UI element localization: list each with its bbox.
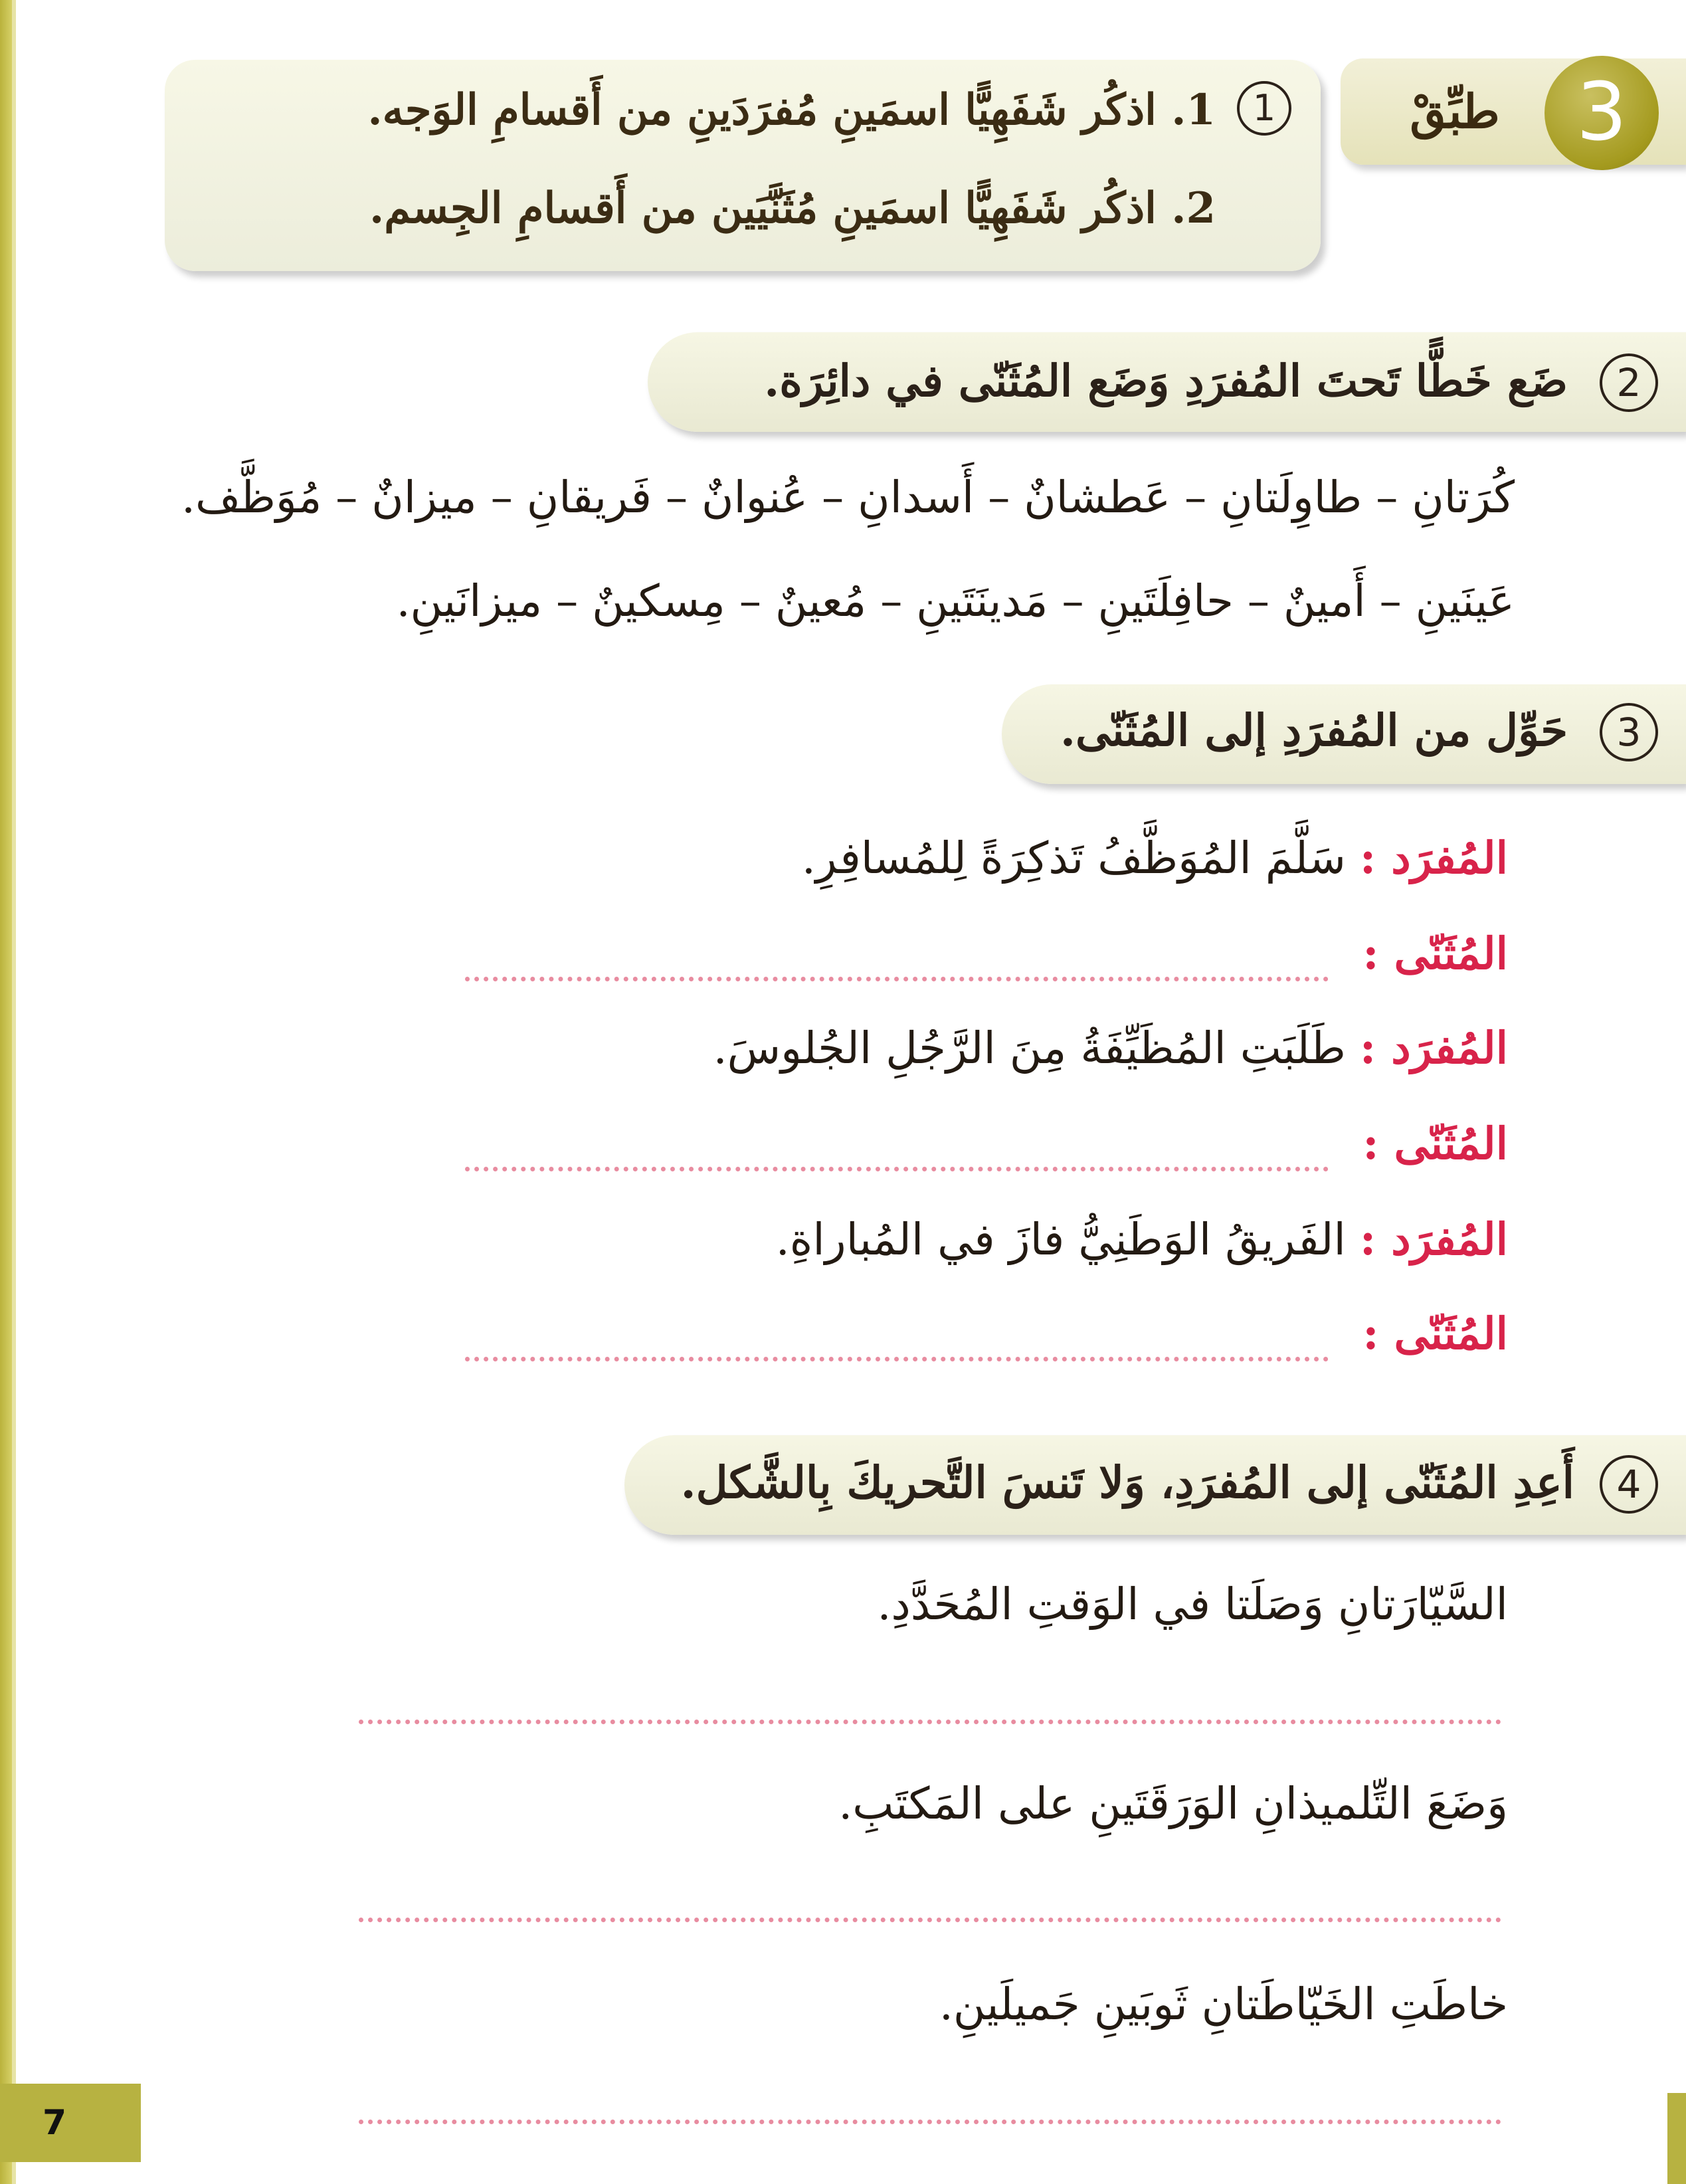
dual-sentence-1: السَّيّارَتانِ وَصَلَتا في الوَقتِ المُحَدَّدِ. <box>877 1579 1508 1630</box>
singular-sentence-3: الفَريقُ الوَطَنِيُّ فازَ في المُباراةِ. <box>775 1214 1346 1265</box>
singular-sentence-1: سَلَّمَ المُوَظَّفُ تَذكِرَةً لِلمُسافِرِ. <box>801 833 1346 884</box>
answer-line-1[interactable] <box>465 977 1329 981</box>
dual-label-row-1 <box>1329 928 1508 979</box>
left-margin-stripe <box>12 0 16 2184</box>
page-number: 7 <box>0 2084 141 2162</box>
singular-sentence-row-2 <box>598 1022 1508 1074</box>
page-corner-tab <box>1667 2093 1686 2184</box>
exercise-number-3: 3 <box>1600 703 1658 761</box>
dual-label: المُثَنّى : <box>1362 1118 1508 1169</box>
answer-line-6[interactable] <box>359 2120 1501 2124</box>
dual-sentence-3: خاطَتِ الخَيّاطَتانِ ثَوبَينِ جَميلَينِ. <box>939 1979 1508 2030</box>
singular-label: المُفرَد : <box>1359 832 1508 884</box>
left-margin-bar <box>0 0 12 2184</box>
dual-label: المُثَنّى : <box>1362 928 1508 979</box>
dual-sentence-2: وَضَعَ التِّلميذانِ الوَرَقَتَينِ على المَكتَبِ. <box>838 1778 1508 1829</box>
section-number-badge: 3 <box>1545 56 1659 170</box>
oral-line-1: 1. اذكُر شَفَهِيًّا اسمَينِ مُفرَدَينِ من أَقسامِ الوَجه. <box>367 85 1216 135</box>
word-list-line-1: كُرَتانِ – طاوِلَتانِ – عَطشانٌ – أَسدانِ – عُنوانٌ – فَريقانِ – ميزانٌ – مُوَظَّف. <box>181 472 1515 523</box>
exercise-3-instruction: حَوِّل من المُفرَدِ إلى المُثَنّى. <box>1060 704 1568 756</box>
section-title: طبِّقْ <box>1410 84 1500 139</box>
answer-line-4[interactable] <box>359 1720 1501 1724</box>
exercise-2-instruction: ضَع خَطًّا تَحتَ المُفرَدِ وَضَع المُثَنّى في دائِرَة. <box>764 355 1568 407</box>
oral-line-2: 2. اذكُر شَفَهِيًّا اسمَينِ مُثَنَّيَين من أَقسامِ الجِسم. <box>369 183 1216 233</box>
exercise-number-4: 4 <box>1600 1455 1658 1514</box>
singular-sentence-row-3 <box>664 1213 1508 1265</box>
exercise-4-instruction: أَعِدِ المُثَنّى إلى المُفرَدِ، وَلا تَنسَ التَّحريكَ بِالشَّكل. <box>680 1456 1574 1508</box>
singular-sentence-2: طَلَبَتِ المُظَيِّفَةُ مِنَ الرَّجُلِ الجُلوسَ. <box>713 1023 1346 1074</box>
dual-label-row-2 <box>1329 1118 1508 1169</box>
answer-line-3[interactable] <box>465 1357 1329 1361</box>
answer-line-5[interactable] <box>359 1918 1501 1922</box>
exercise-number-1: 1 <box>1237 81 1291 136</box>
singular-label: المُفرَد : <box>1359 1022 1508 1074</box>
dual-label-row-3 <box>1329 1308 1508 1359</box>
dual-label: المُثَنّى : <box>1362 1308 1508 1359</box>
word-list-line-2: عَينَينِ – أَمينٌ – حافِلَتَينِ – مَدينَتَينِ – مُعينٌ – مِسكينٌ – ميزانَينِ. <box>396 575 1515 627</box>
answer-line-2[interactable] <box>465 1167 1329 1171</box>
singular-label: المُفرَد : <box>1359 1213 1508 1265</box>
singular-sentence-row-1 <box>664 832 1508 884</box>
exercise-number-2: 2 <box>1600 353 1658 412</box>
